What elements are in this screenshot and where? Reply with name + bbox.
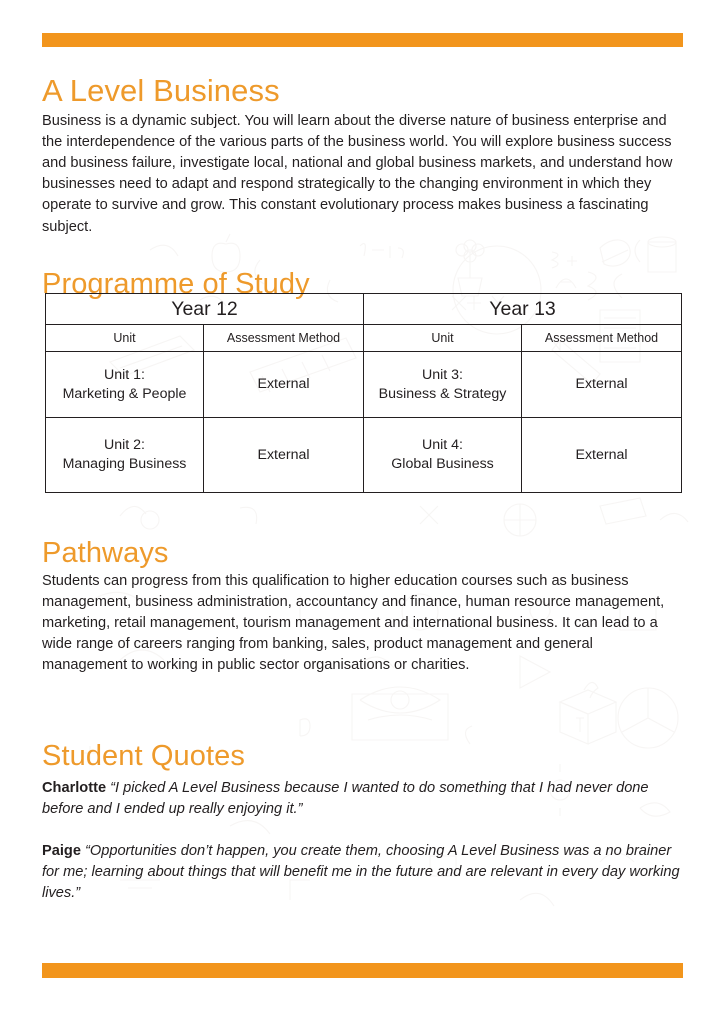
year-12-header: Year 12 — [46, 294, 364, 325]
table-row — [46, 418, 682, 493]
cell-y12-assessment: External — [204, 418, 364, 493]
table-header-row — [46, 294, 682, 325]
year-13-header: Year 13 — [364, 294, 682, 325]
student-name: Charlotte — [42, 779, 107, 796]
unit-name: Managing Business — [62, 456, 187, 472]
student-quote — [42, 778, 684, 821]
unit-number: Unit 1: — [103, 366, 145, 383]
programme-of-study-heading: Programme of Study — [42, 268, 310, 301]
subheader-y13-unit: Unit — [364, 325, 522, 352]
pathways-heading: Pathways — [42, 537, 169, 570]
subheader-y12-assessment: Assessment Method — [204, 325, 364, 352]
cell-y12-unit — [46, 418, 204, 493]
unit-name: Global Business — [391, 456, 494, 472]
unit-number: Unit 4: — [422, 437, 464, 453]
unit-name: Business & Strategy — [378, 385, 507, 402]
unit-number: Unit 2: — [103, 437, 145, 453]
cell-y12-assessment: External — [204, 352, 364, 418]
bottom-accent-bar — [42, 963, 683, 978]
page-title: A Level Business — [42, 72, 280, 108]
subheader-y12-unit: Unit — [46, 325, 204, 352]
cell-y13-unit — [364, 418, 522, 493]
programme-of-study-table — [45, 293, 682, 493]
table-subheader-row — [46, 325, 682, 352]
cell-y13-assessment: External — [522, 352, 682, 418]
subheader-y13-assessment: Assessment Method — [522, 325, 682, 352]
student-quote-text: “I picked A Level Business because I wanted to do something that I had never done before and I ended up really enjoying it.” — [42, 779, 649, 817]
student-name: Paige — [42, 842, 81, 859]
student-quote-text: “Opportunities don’t happen, you create them, choosing A Level Business was a no brainer for me; learning about things that will benefit me in the future and are relevant in every day working lives.” — [42, 842, 680, 902]
cell-y12-unit — [46, 352, 204, 418]
unit-number: Unit 3: — [422, 366, 464, 383]
unit-name: Marketing & People — [62, 385, 187, 402]
pathways-paragraph: Students can progress from this qualification to higher education courses such as business management, business administration, accountancy and finance, human resource management, marketing, retail management, tourism management and international business. It can lead to a wide range of careers ranging from banking, sales, product management and general management to working in public sector organisations or charities. — [42, 572, 665, 674]
cell-y13-unit — [364, 352, 522, 418]
student-quotes-heading: Student Quotes — [42, 740, 245, 773]
table-row — [46, 352, 682, 418]
cell-y13-assessment: External — [522, 418, 682, 493]
top-accent-bar — [42, 33, 683, 47]
programme-of-study-table-wrapper — [45, 293, 681, 493]
intro-paragraph: Business is a dynamic subject. You will learn about the diverse nature of business enterprise and the interdependence of the various parts of the business world. You will explore business success and business failure, investigate local, national and global business markets, and understand how businesses need to adapt and respond strategically to the changing environment in which they operate to survive and grow. This constant evolutionary process makes business a fascinating subject. — [42, 112, 673, 235]
student-quote — [42, 841, 684, 905]
